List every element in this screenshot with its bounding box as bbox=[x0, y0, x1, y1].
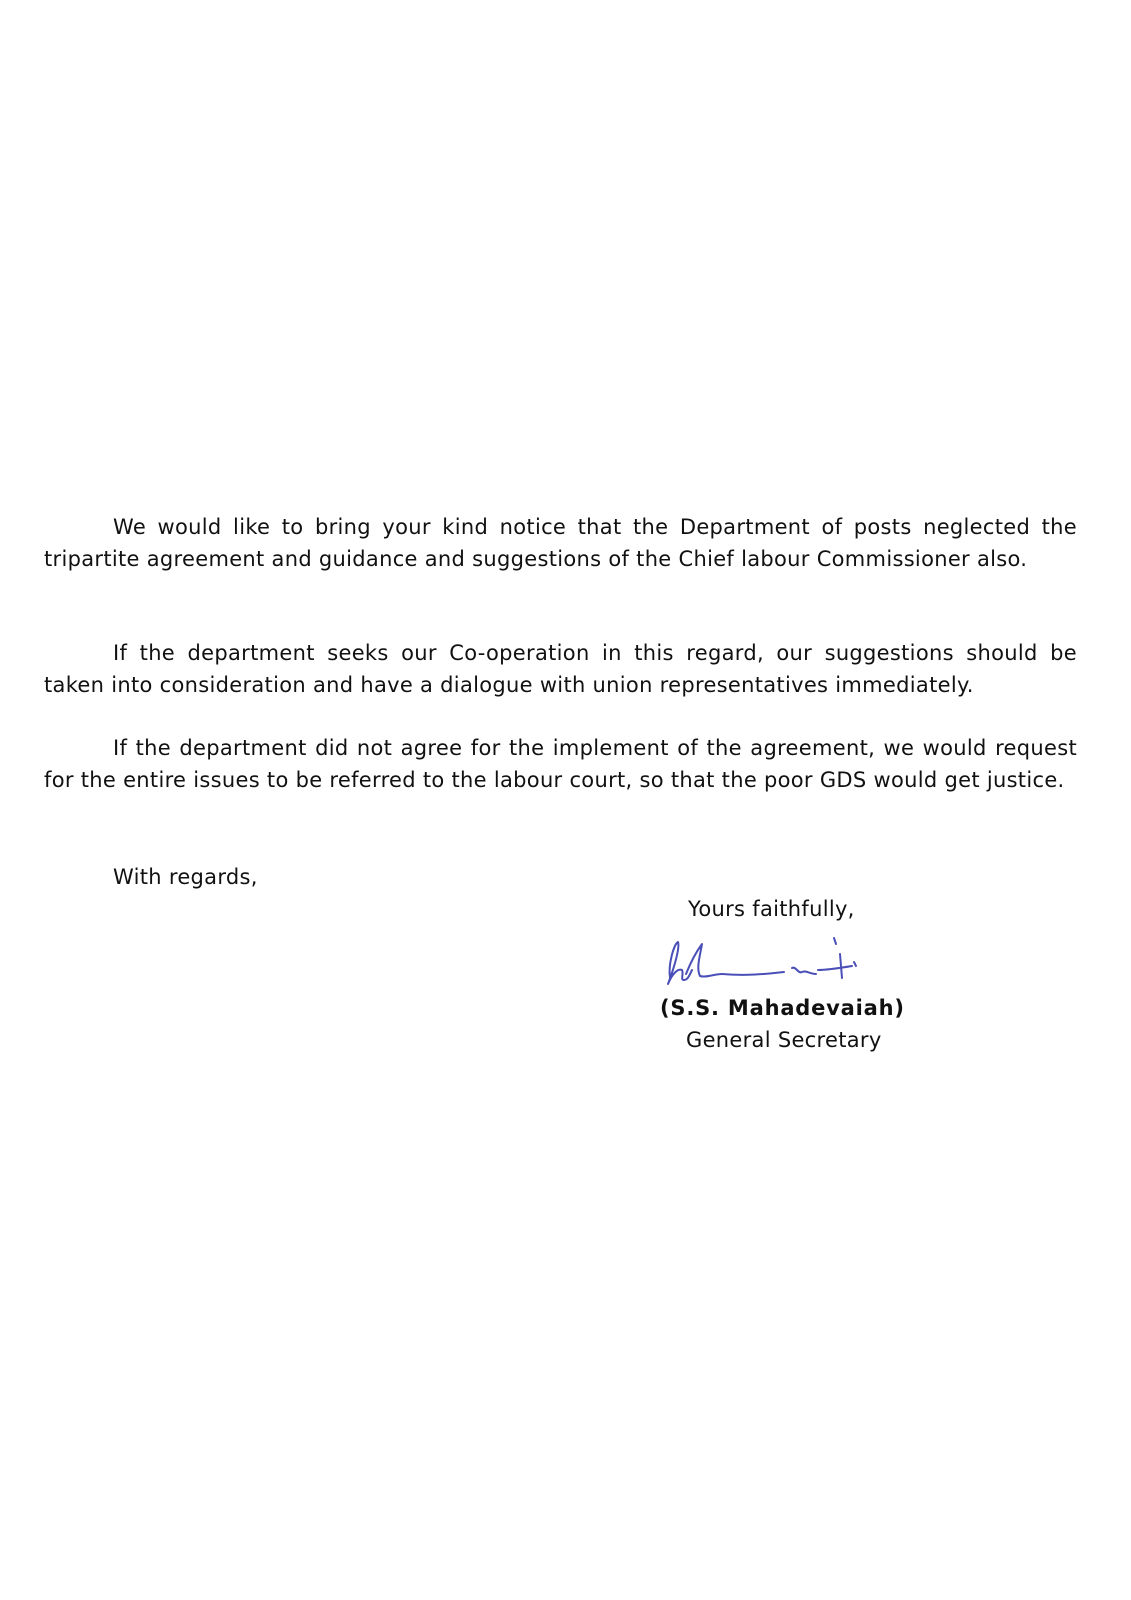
signer-name: (S.S. Mahadevaiah) bbox=[660, 996, 905, 1020]
handwritten-signature-icon bbox=[656, 934, 876, 996]
closing-line: Yours faithfully, bbox=[688, 897, 855, 921]
paragraph-labour-court: If the department did not agree for the implement of the agreement, we would request for the entire issues to be referred to the labour court, so that the poor GDS would get justice. bbox=[44, 736, 1077, 792]
regards-line: With regards, bbox=[113, 865, 258, 889]
paragraph-notice: We would like to bring your kind notice that the Department of posts neglected the tripartite agreement and guidance and suggestions of the Chief labour Commissioner also. bbox=[44, 515, 1077, 571]
signer-title: General Secretary bbox=[686, 1028, 882, 1052]
paragraph-cooperation: If the department seeks our Co-operation in this regard, our suggestions should be taken into consideration and have a dialogue with union representatives immediately. bbox=[44, 641, 1077, 697]
